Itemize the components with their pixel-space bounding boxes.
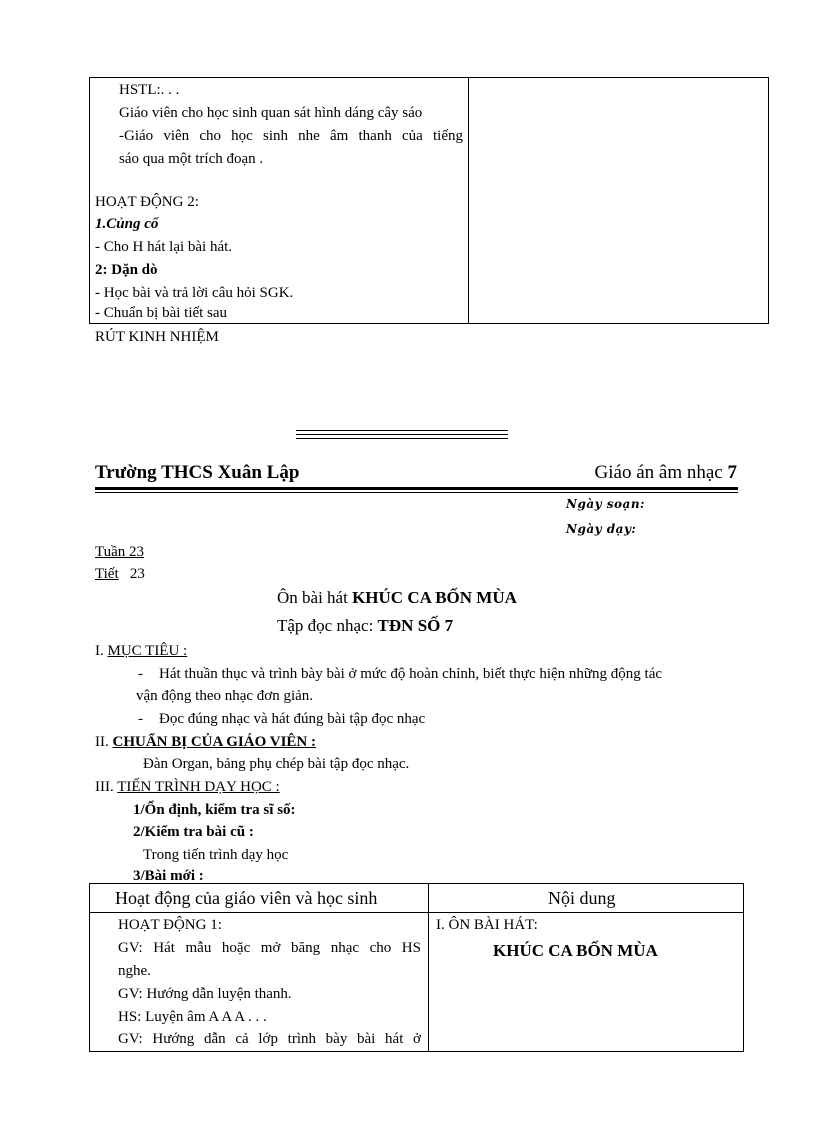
bottom-gv1-cont: nghe. [118,963,151,979]
top-homework-item2: - Chuẩn bị bài tiết sau [95,305,228,321]
objective-2-bullet: - [138,711,143,727]
header-rule-thin [95,492,738,493]
objectives-heading [95,640,187,662]
process-heading [95,776,280,798]
objective-2: Đọc đúng nhạc và hát đúng bài tập đọc nhạc [159,711,426,727]
title-1-song: KHÚC CA BỐN MÙA [352,588,517,607]
grade-number: 7 [727,462,737,483]
bottom-col1-header: Hoạt động của giáo viên và học sinh [115,888,378,908]
top-hstl: HSTL:. . . [119,82,180,98]
lesson-number: 23 [129,566,145,582]
bottom-review-heading: I. ÔN BÀI HÁT: [436,917,538,933]
date-taught: Ngày dạy: [566,522,637,536]
top-table-column-divider [468,77,469,324]
subject-title [595,462,737,484]
preparation-num: II. [95,734,113,750]
title-2-prefix: Tập đọc nhạc: [277,616,378,635]
bottom-song-title: KHÚC CA BỐN MÙA [493,941,658,960]
process-step-2-text: Trong tiến trình dạy học [143,847,289,863]
objectives-title: MỤC TIÊU : [107,643,188,659]
objective-1-cont: vận động theo nhạc đơn giản. [136,688,314,704]
school-name: Trường THCS Xuân Lập [95,462,300,483]
objective-1-bullet: - [138,666,143,682]
title-line-2 [277,616,453,636]
lesson-line [95,563,145,585]
bottom-gv1: GV: Hát mẫu hoặc mở băng nhạc cho HS [118,940,421,956]
bottom-gv3: GV: Hướng dẫn cả lớp trình bày bài hát ở [118,1031,421,1047]
subject-label: Giáo án âm nhạc [594,462,728,483]
separator-line-1 [296,430,508,431]
experience-heading: RÚT KINH NHIỆM [95,329,219,345]
title-2-piece: TĐN SỐ 7 [377,616,454,635]
top-homework-item1: - Học bài và trả lời câu hỏi SGK. [95,285,294,301]
separator-line-3 [296,438,508,439]
objectives-num: I. [95,643,108,659]
top-consolidate-item: - Cho H hát lại bài hát. [95,239,233,255]
week-label: Tuần 23 [95,544,145,560]
preparation-text: Đàn Organ, bảng phụ chép bài tập đọc nhạc. [143,756,410,772]
preparation-title: CHUẨN BỊ CỦA GIÁO VIÊN : [112,734,316,750]
process-step-3: 3/Bài mới : [133,868,204,884]
top-listen-cont: sáo qua một trích đoạn . [119,151,264,167]
header-rule-thick [95,487,738,490]
bottom-table-header-divider [89,912,744,913]
separator-line-2 [296,434,508,435]
bottom-table-column-divider [428,883,429,1052]
bottom-hs1: HS: Luyện âm A A A . . . [118,1009,267,1025]
title-1-prefix: Ôn bài hát [277,588,353,607]
date-prepared: Ngày soạn: [566,497,645,511]
bottom-gv2: GV: Hướng dẫn luyện thanh. [118,986,292,1002]
top-activity2: HOẠT ĐỘNG 2: [95,194,199,210]
objective-1: Hát thuần thục và trình bày bài ở mức độ hoàn chỉnh, biết thực hiện những động tác [159,666,663,682]
top-homework: 2: Dặn dò [95,262,158,278]
bottom-activity1: HOẠT ĐỘNG 1: [118,917,222,933]
top-consolidate: 1.Củng cố [95,216,159,232]
process-step-2: 2/Kiểm tra bài cũ : [133,824,254,840]
top-observe: Giáo viên cho học sinh quan sát hình dáng cây sáo [119,105,423,121]
process-step-1: 1/Ổn định, kiểm tra sĩ số: [133,802,296,818]
process-num: III. [95,779,118,795]
top-listen: -Giáo viên cho học sinh nhe âm thanh của tiếng [119,128,463,144]
process-title: TIẾN TRÌNH DẠY HỌC : [117,779,280,795]
title-line-1 [277,588,517,608]
bottom-col2-header: Nội dung [548,888,616,908]
lesson-label: Tiết [95,566,119,582]
preparation-heading [95,731,316,753]
